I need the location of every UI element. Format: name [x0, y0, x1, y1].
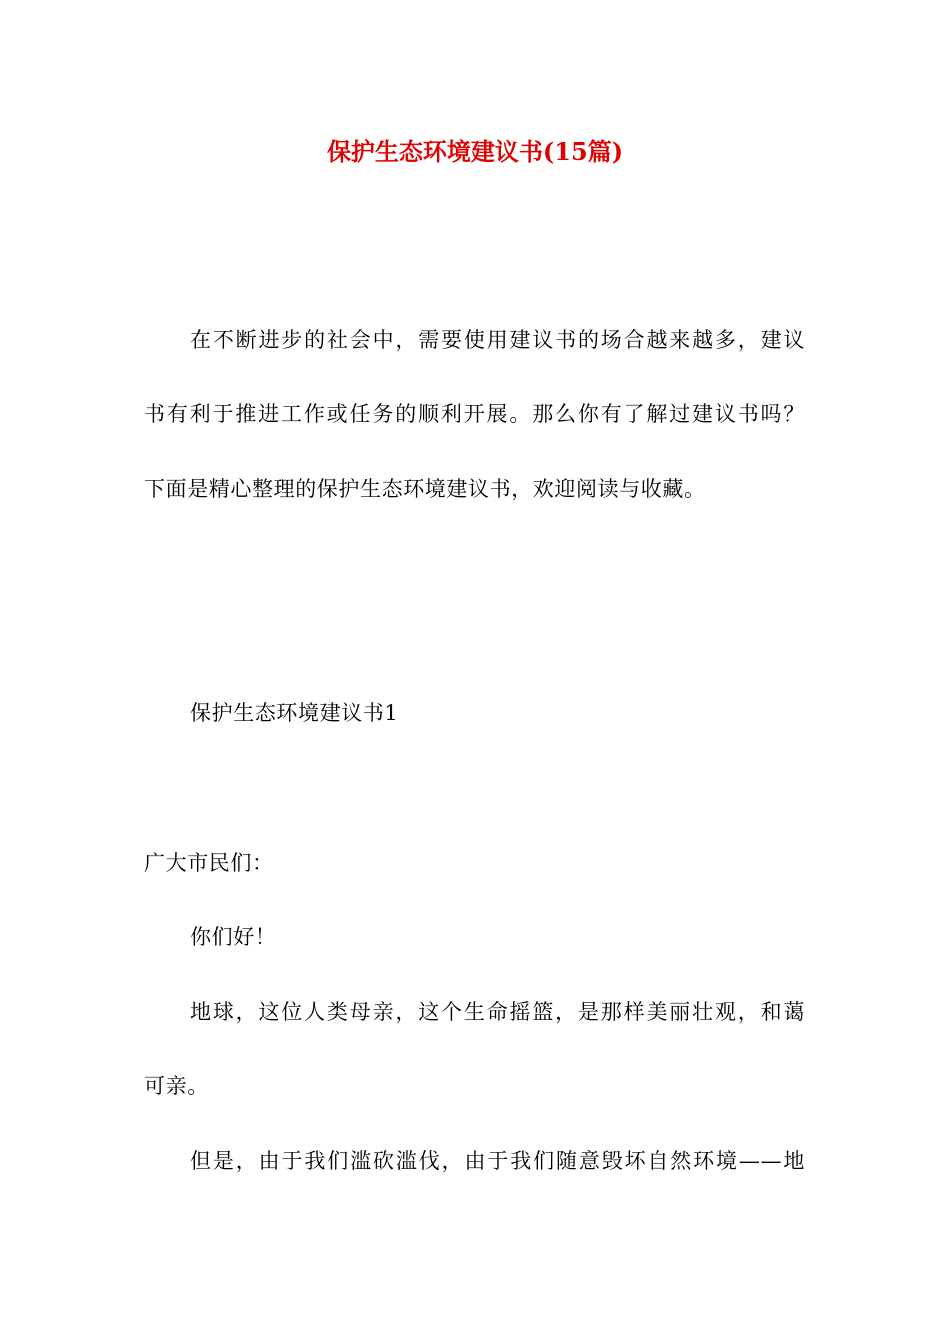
paragraph-line: 但是，由于我们滥砍滥伐，由于我们随意毁坏自然环境——地 — [190, 1149, 805, 1173]
document-title: 保护生态环境建议书(15篇) — [326, 137, 624, 166]
paragraph-line: 可亲。 — [144, 1074, 209, 1098]
paragraph-line: 在不断进步的社会中，需要使用建议书的场合越来越多，建议 — [190, 328, 805, 352]
paragraph-line: 下面是精心整理的保护生态环境建议书，欢迎阅读与收藏。 — [144, 477, 706, 501]
salutation: 广大市民们： — [144, 851, 274, 875]
paragraph-line: 书有利于推进工作或任务的顺利开展。那么你有了解过建议书吗？ — [144, 402, 805, 426]
section-heading: 保护生态环境建议书1 — [190, 701, 399, 725]
paragraph-line: 地球，这位人类母亲，这个生命摇篮，是那样美丽壮观，和蔼 — [190, 1000, 805, 1024]
greeting: 你们好！ — [190, 925, 277, 949]
